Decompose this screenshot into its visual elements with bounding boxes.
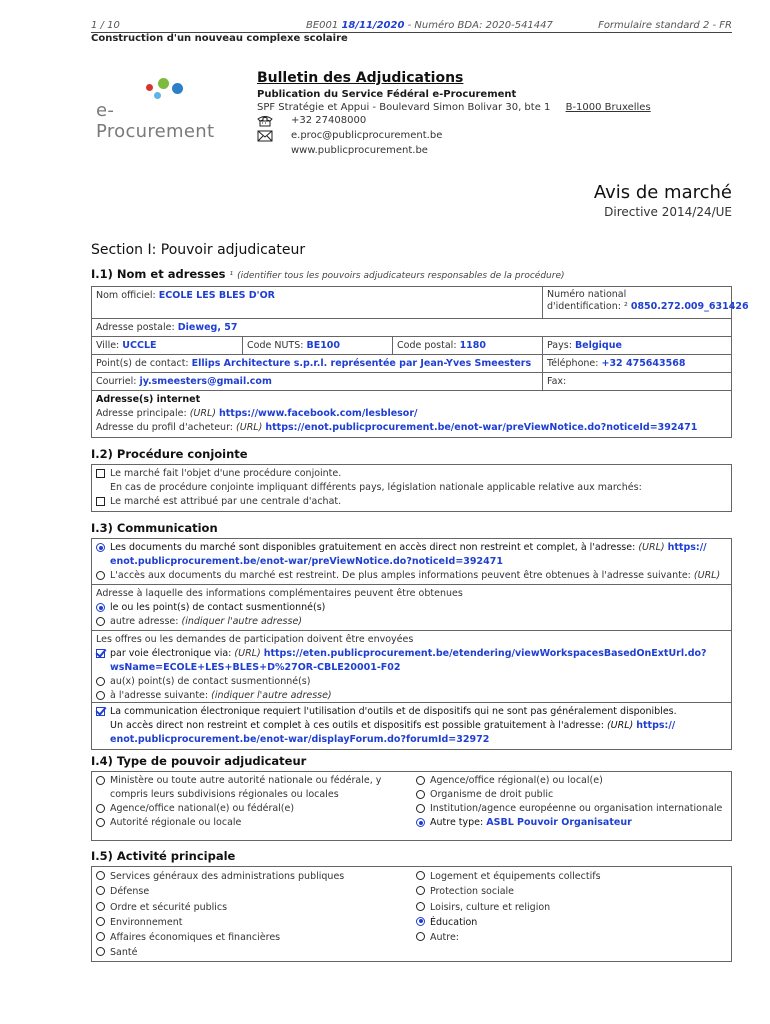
publication-date: 18/11/2020: [341, 20, 405, 31]
national-id: 0850.272.009_631426: [630, 301, 749, 312]
info-contact-radio[interactable]: [96, 603, 105, 612]
heading-i1: I.1) Nom et adresses ¹ (identifier tous les pouvoirs adjudicateurs responsables de la procédure): [91, 267, 565, 281]
row-info-address: Adresse à laquelle des informations complémentaires peuvent être obtenues le ou les point(s) de contact susmentionné(s) autre adresse: (indiquer l'autre adresse): [92, 585, 731, 631]
row-communication: La communication électronique requiert l'utilisation d'outils et de dispositifs qui ne sont pas généralement disponibles. Un accès direct non restreint et complet à ces outils et dispositifs est possible gratuitement à l'adresse: (URL) https:// enot.publicprocurement.be/enot-war/displayForum.do?forumId=32972: [92, 703, 731, 749]
heading-i2: I.2) Procédure conjointe: [91, 447, 248, 461]
environment-radio[interactable]: [96, 917, 105, 926]
page-number: 1 / 10: [91, 20, 120, 31]
city: UCCLE: [122, 340, 157, 351]
logo-dot-lightblue: [154, 92, 161, 99]
info-other-radio[interactable]: [96, 617, 105, 626]
buyer-profile-link[interactable]: https://enot.publicprocurement.be/enot-war/preViewNotice.do?noticeId=392471: [265, 422, 698, 433]
row-adresse: Adresse postale: Dieweg, 57: [92, 319, 731, 337]
education-radio[interactable]: [416, 917, 425, 926]
i5-right-column: Logement et équipements collectifs Protection sociale Loisirs, culture et religion Éducation Autre:: [416, 869, 601, 945]
row-nom: Nom officiel: ECOLE LES BLES D'OR Numéro national d'identification: ² 0850.272.009_631426: [92, 287, 731, 319]
logo-text: e-Procurement: [96, 100, 215, 142]
bulletin-phone: +32 27408000: [257, 113, 651, 128]
box-i4: [91, 771, 732, 841]
notice-title-block: [594, 182, 732, 219]
housing-radio[interactable]: [416, 871, 425, 880]
notice-subtitle: Construction d'un nouveau complexe scolaire: [91, 33, 348, 44]
row-courriel: Courriel: jy.smeesters@gmail.com Fax:: [92, 373, 731, 391]
other-activity-radio[interactable]: [416, 932, 425, 941]
defense-radio[interactable]: [96, 886, 105, 895]
phone-icon: [257, 115, 273, 127]
offres-address-radio[interactable]: [96, 691, 105, 700]
offres-contact-radio[interactable]: [96, 677, 105, 686]
social-protection-radio[interactable]: [416, 886, 425, 895]
box-i3: [91, 538, 732, 750]
documents-restricted-radio[interactable]: [96, 571, 105, 580]
contact-point: Ellips Architecture s.p.r.l. représentée par Jean-Yves Smeesters: [191, 358, 532, 369]
row-offres: Les offres ou les demandes de participation doivent être envoyées par voie électronique via: (URL) https://eten.publicprocurement.be/etendering/viewWorkspacesBasedOnExtUrl.do? wsName=ECOLE+LES+BLES+D%27OR-CBLE20001-F02 au(x) point(s) de contact susmentionné(s) à l'adresse suivante: (indiquer l'autre adresse): [92, 631, 731, 703]
bulletin-address: SPF Stratégie et Appui - Boulevard Simon Bolivar 30, bte 1 B-1000 Bruxelles: [257, 102, 651, 113]
heading-i3: I.3) Communication: [91, 521, 218, 535]
i5-left-column: Services généraux des administrations publiques Défense Ordre et sécurité publics Environnement Affaires économiques et financières Santé: [96, 869, 344, 961]
other-type-radio[interactable]: [416, 818, 425, 827]
central-purchasing-checkbox[interactable]: [96, 497, 105, 506]
nuts-code: BE100: [306, 340, 341, 351]
joint-procedure-checkbox[interactable]: [96, 469, 105, 478]
other-type-value: ASBL Pouvoir Organisateur: [486, 817, 632, 828]
envelope-icon: [257, 130, 273, 142]
country: Belgique: [574, 340, 622, 351]
i4-left-column: Ministère ou toute autre autorité nationale ou fédérale, y compris leurs subdivisions régionales ou locales Agence/office national(e) ou fédéral(e) Autorité régionale ou locale: [96, 774, 381, 830]
bulletin-title: Bulletin des Adjudications: [257, 70, 464, 86]
bulletin-web: www.publicprocurement.be: [291, 145, 428, 156]
heading-i5: I.5) Activité principale: [91, 849, 236, 863]
notice-directive: Directive 2014/24/UE: [604, 205, 732, 219]
forum-link[interactable]: enot.publicprocurement.be/enot-war/displayForum.do?forumId=32972: [110, 734, 490, 745]
electronic-submission-checkbox[interactable]: [96, 649, 105, 658]
row-ville: Ville: UCCLE Code NUTS: BE100 Code postal: 1180 Pays: Belgique: [92, 337, 731, 355]
section-title: Section I: Pouvoir adjudicateur: [91, 242, 306, 258]
bulletin-publisher: Publication du Service Fédéral e-Procurement: [257, 89, 517, 100]
health-radio[interactable]: [96, 947, 105, 956]
logo-dot-red: [146, 84, 153, 91]
electronic-tools-checkbox[interactable]: [96, 707, 105, 716]
economic-affairs-radio[interactable]: [96, 932, 105, 941]
box-i1: [91, 286, 749, 438]
postal-code: 1180: [459, 340, 487, 351]
telephone: +32 475643568: [601, 358, 686, 369]
logo-dot-green: [158, 78, 169, 89]
row-internet: Adresse(s) internet Adresse principale: (URL) https://www.facebook.com/lesblesor/ Adresse du profil d'acheteur: (URL) https://enot.publicprocurement.be/enot-war/preViewNotice.do?noticeId=392471: [92, 391, 731, 437]
documents-free-radio[interactable]: [96, 543, 105, 552]
regional-agency-radio[interactable]: [416, 776, 425, 785]
regional-authority-radio[interactable]: [96, 818, 105, 827]
e-procurement-logo: [96, 78, 226, 142]
postal-address: Dieweg, 57: [177, 322, 238, 333]
box-i2: Le marché fait l'objet d'une procédure conjointe. En cas de procédure conjointe impliquant différents pays, législation nationale applicable relative aux marchés: Le marché est attribué par une centrale d'achat.: [91, 464, 732, 512]
documents-link[interactable]: enot.publicprocurement.be/enot-war/preViewNotice.do?noticeId=392471: [110, 556, 503, 567]
email-link[interactable]: jy.smeesters@gmail.com: [139, 376, 272, 387]
public-order-radio[interactable]: [96, 902, 105, 911]
public-body-radio[interactable]: [416, 790, 425, 799]
ministry-radio[interactable]: [96, 776, 105, 785]
i4-right-column: Agence/office régional(e) ou local(e) Organisme de droit public Institution/agence européenne ou organisation internationale Autre type: ASBL Pouvoir Organisateur: [416, 774, 722, 830]
bulletin-block: [257, 70, 651, 158]
box-i5: [91, 866, 732, 962]
notice-title: Avis de marché: [593, 182, 732, 203]
tender-link[interactable]: wsName=ECOLE+LES+BLES+D%27OR-CBLE20001-F02: [110, 662, 401, 673]
logo-dot-blue: [172, 83, 183, 94]
european-institution-radio[interactable]: [416, 804, 425, 813]
heading-i4: I.4) Type de pouvoir adjudicateur: [91, 754, 307, 768]
notice-reference: BE001 18/11/2020 - Numéro BDA: 2020-541447: [306, 20, 553, 31]
main-address-link[interactable]: https://www.facebook.com/lesblesor/: [219, 408, 418, 419]
row-contact: Point(s) de contact: Ellips Architecture s.p.r.l. représentée par Jean-Yves Smeesters Téléphone: +32 475643568: [92, 355, 731, 373]
national-agency-radio[interactable]: [96, 804, 105, 813]
row-documents: Les documents du marché sont disponibles gratuitement en accès direct non restreint et complet, à l'adresse: (URL) https:// enot.publicprocurement.be/enot-war/preViewNotice.do?noticeId=392471 L'accès aux documents du marché est restreint. De plus amples informations peuvent être obtenues à l'adresse suivante: (URL): [92, 539, 731, 585]
official-name: ECOLE LES BLES D'OR: [158, 290, 275, 301]
leisure-radio[interactable]: [416, 902, 425, 911]
bulletin-email: e.proc@publicprocurement.be: [257, 128, 651, 143]
general-services-radio[interactable]: [96, 871, 105, 880]
form-type: Formulaire standard 2 - FR: [598, 20, 732, 31]
internet-title: Adresse(s) internet: [96, 394, 201, 405]
